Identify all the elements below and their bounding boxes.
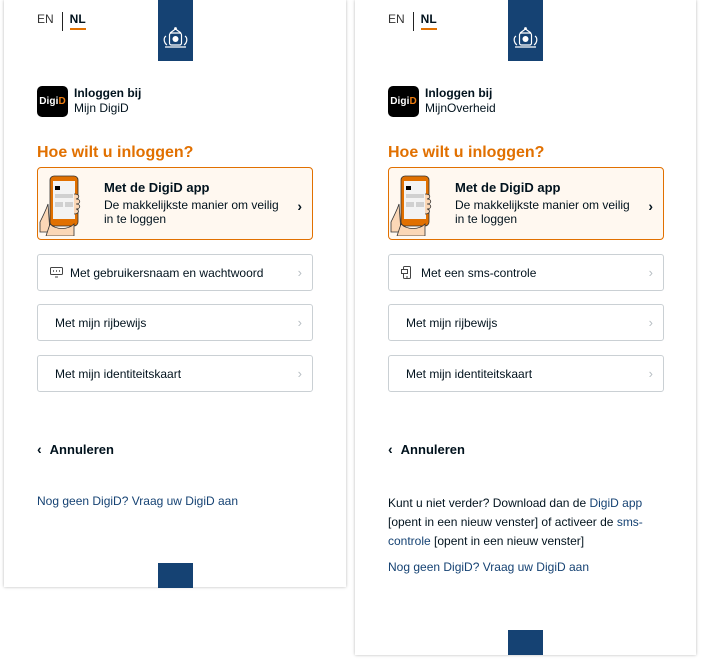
option-label: Met een sms-controle xyxy=(421,266,537,280)
footer-ribbon xyxy=(508,630,543,655)
chevron-left-icon: ‹ xyxy=(37,441,42,457)
lang-divider xyxy=(62,12,63,31)
chevron-right-icon: › xyxy=(297,265,302,280)
login-target xyxy=(74,86,141,116)
chevron-left-icon: ‹ xyxy=(388,441,393,457)
digid-app-option[interactable] xyxy=(388,167,664,240)
option-label: Met mijn identiteitskaart xyxy=(406,367,533,381)
chevron-right-icon: › xyxy=(648,366,653,381)
app-option-description: De makkelijkste manier om veilig in te loggen xyxy=(104,198,279,226)
lang-en-link[interactable]: EN xyxy=(37,12,54,26)
chevron-right-icon: › xyxy=(297,315,302,330)
app-option-description: De makkelijkste manier om veilig in te loggen xyxy=(455,198,630,226)
option-id-card[interactable] xyxy=(388,355,664,392)
app-option-title: Met de DigiD app xyxy=(104,180,210,195)
help-paragraph xyxy=(388,494,650,551)
option-drivers-license[interactable] xyxy=(37,304,313,341)
page-title: Hoe wilt u inloggen? xyxy=(388,144,545,161)
login-label: Inloggen bij xyxy=(74,86,142,100)
rijksoverheid-logo xyxy=(158,0,193,61)
option-label: Met mijn rijbewijs xyxy=(406,316,498,330)
digid-app-link[interactable]: DigiD app xyxy=(589,496,643,510)
cancel-label: Annuleren xyxy=(400,441,465,457)
request-digid-link[interactable]: Nog geen DigiD? Vraag uw DigiD aan xyxy=(37,494,238,508)
option-sms-check[interactable] xyxy=(388,254,664,291)
service-name: MijnOverheid xyxy=(425,101,496,115)
request-digid-link[interactable]: Nog geen DigiD? Vraag uw DigiD aan xyxy=(388,560,589,574)
chevron-right-icon: › xyxy=(648,265,653,280)
option-label: Met mijn identiteitskaart xyxy=(55,367,182,381)
rijksoverheid-logo xyxy=(508,0,543,61)
chevron-right-icon: › xyxy=(297,366,302,381)
phone-hand-icon xyxy=(389,174,439,236)
help-text-3: [opent in een nieuw venster] xyxy=(430,534,585,548)
left-login-panel xyxy=(4,0,346,587)
cancel-button[interactable] xyxy=(388,441,465,457)
digid-logo-text: Digi xyxy=(39,96,59,107)
option-label: Met gebruikersnaam en wachtwoord xyxy=(70,266,264,280)
language-switch xyxy=(37,12,86,31)
cancel-button[interactable] xyxy=(37,441,114,457)
lang-divider xyxy=(413,12,414,31)
lang-nl-link[interactable]: NL xyxy=(70,12,86,30)
app-option-title: Met de DigiD app xyxy=(455,180,561,195)
footer-ribbon xyxy=(158,563,193,588)
sms-check-link[interactable]: sms-controle xyxy=(388,515,643,548)
chevron-right-icon: › xyxy=(297,198,302,214)
option-username-password[interactable] xyxy=(37,254,313,291)
chevron-right-icon: › xyxy=(648,315,653,330)
login-label: Inloggen bij xyxy=(425,86,493,100)
digid-logo-d: D xyxy=(58,96,66,107)
sms-phone-icon xyxy=(401,266,413,282)
crest-icon xyxy=(161,26,190,50)
login-header xyxy=(37,86,141,117)
crest-icon xyxy=(511,26,540,50)
lang-nl-link[interactable]: NL xyxy=(421,12,437,30)
chevron-right-icon: › xyxy=(648,198,653,214)
option-label: Met mijn rijbewijs xyxy=(55,316,147,330)
page-title: Hoe wilt u inloggen? xyxy=(37,144,194,161)
digid-app-option[interactable] xyxy=(37,167,313,240)
option-id-card[interactable] xyxy=(37,355,313,392)
service-name: Mijn DigiD xyxy=(74,101,129,115)
help-text-1: Kunt u niet verder? Download dan de xyxy=(388,496,590,510)
password-icon xyxy=(50,266,63,281)
login-header xyxy=(388,86,496,117)
digid-logo xyxy=(388,86,419,117)
lang-en-link[interactable]: EN xyxy=(388,12,405,26)
help-text-2: [opent in een nieuw venster] of activeer de xyxy=(388,515,617,529)
option-drivers-license[interactable] xyxy=(388,304,664,341)
right-login-panel xyxy=(355,0,696,655)
phone-hand-icon xyxy=(38,174,88,236)
digid-logo-text: Digi xyxy=(390,96,410,107)
digid-logo-d: D xyxy=(409,96,417,107)
cancel-label: Annuleren xyxy=(49,441,114,457)
digid-logo xyxy=(37,86,68,117)
language-switch xyxy=(388,12,437,31)
login-target xyxy=(425,86,496,116)
